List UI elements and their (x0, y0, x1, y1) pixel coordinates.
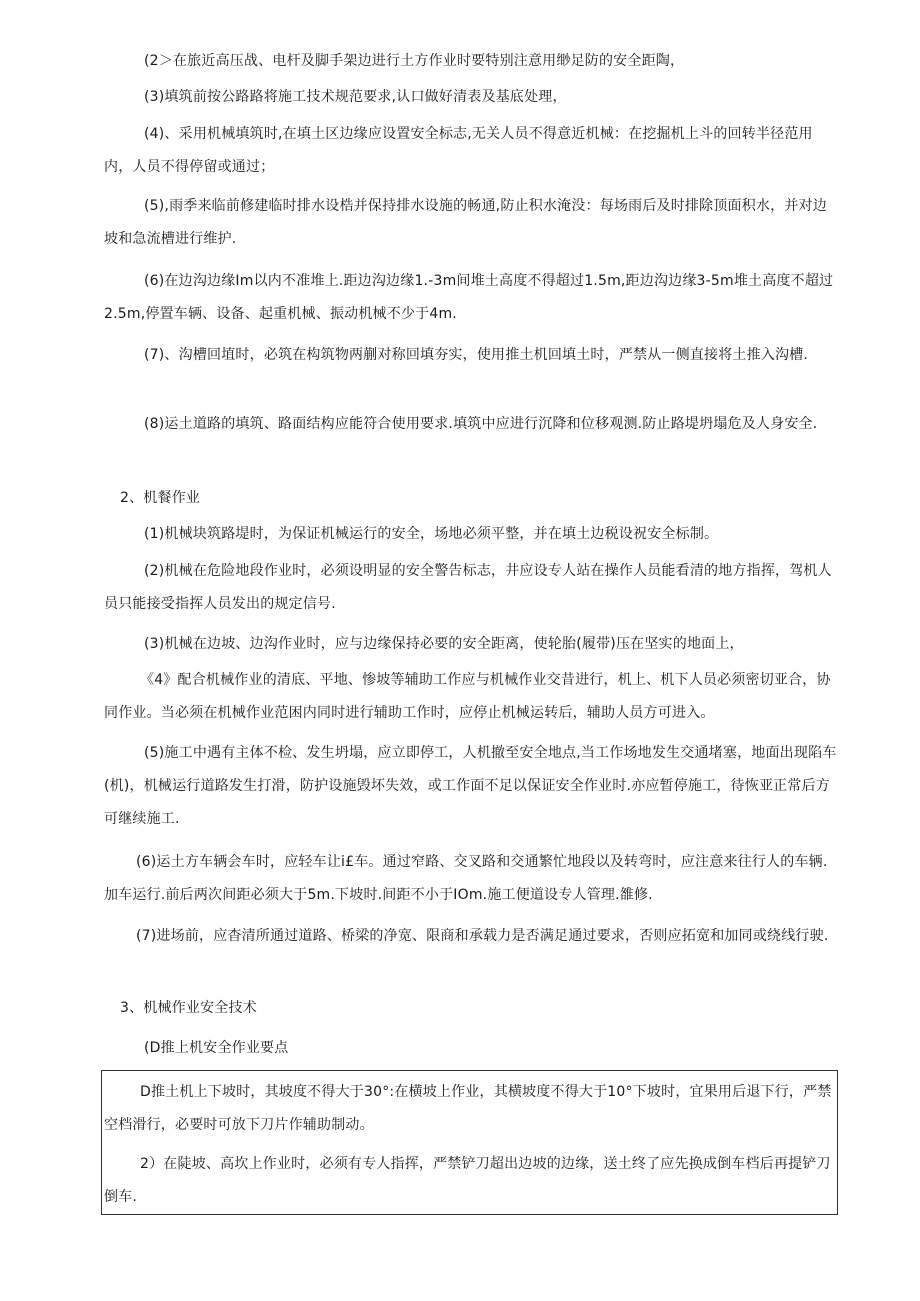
paragraph-item-4: (4)、采用机械填筑时,在填土区边缘应设置安全标志,无关人员不得意近机械：在挖掘机上斗的回转半径范用内，人员不得停留或通过； (104, 126, 813, 175)
section3-subheading: (D推上机安全作业要点 (144, 1040, 289, 1056)
section2-paragraph-7: (7)进场前，应杳清所通过道路、桥梁的净宽、限商和承载力是否满足通过要求，否则应拓宽和加同或绕线行驶. (136, 928, 829, 944)
section2-paragraph-6: (6)运土方车辆会车时，应轻车让i£车。通过窄路、交叉路和交通繁忙地段以及转弯时，应注意来往行人的车辆.加车运行.前后两次间距必须大于5m.下坡时.间距不小于IOm.施工便道设专人管理.雒修. (104, 854, 828, 903)
section2-paragraph-3: (3)机械在边坡、边沟作业时，应与边缘保持必要的安全距离，使轮胎(履带)压在坚实的地面上， (144, 636, 744, 652)
section2-paragraph-2: (2)机械在危险地段作业时，必须设明显的安全警告标志，井应设专人站在操作人员能看清的地方指挥，驾机人员只能接受指挥人员发出的规定信号. (104, 563, 832, 612)
box-paragraph-1: D推土机上下坡时，其坡度不得大于30°:在横坡上作业，其横坡度不得大于10°下坡时，宜果用后退下行，严禁空档滑行，必要时可放下刀片作辅助制动。 (104, 1084, 832, 1133)
paragraph-item-8: (8)运土道路的填筑、路面结构应能符合使用要求.填筑中应进行沉降和位移观测.防止路堤坍塌危及人身安全. (144, 416, 818, 432)
section2-paragraph-4: 《4》配合机械作业的清底、平地、惨坡等辅助工作应与机械作业交昔进行，机上、机下人员必须密切亚合，协同作业。当必须在机械作业范困内同时进行辅助工作时，应停止机械运转后，辅助人员方可进入。 (104, 672, 831, 721)
section2-paragraph-5: (5)施工中遇有主体不检、发生坍塌，应立即停工，人机撤至安全地点,当工作场地发生交通堵塞，地面出现陷车(机)，机械运行道路发生打滑，防护设施毁坏失效，或工作面不足以保证安全作业时.亦应暂停施工，待恢亚正常后方可继续施工. (104, 745, 837, 827)
paragraph-item-3: (3)填筑前按公路路将施工技术规范要求,认口做好清表及基底处理， (144, 89, 567, 105)
section-heading-2: 2、机餐作业 (120, 490, 201, 506)
paragraph-item-2: (2＞在旅近高压战、电杆及脚手架边进行土方作业时要特别注意用缈足防的安全距陶， (144, 53, 685, 69)
bordered-text-box (101, 1070, 838, 1215)
section-heading-3: 3、机械作业安全技术 (120, 1000, 257, 1016)
box-paragraph-2: 2）在陡坡、高坎上作业时，必须有专人指挥，严禁铲刀超出边坡的边缘，送土终了应先换成倒车档后再提铲刀倒车. (104, 1156, 831, 1205)
section2-paragraph-1: (1)机械块筑路堤时，为保证机械运行的安全，场地必须平整，并在填土边税设祝安全标制。 (144, 526, 719, 542)
paragraph-item-6: (6)在边沟边缘Im以内不准堆上.距边沟边缘1.-3m间堆土高度不得超过1.5m,距边沟边缘3-5m堆土高度不超过2.5m,停置车辆、设备、起重机械、振动机械不少于4m. (104, 273, 834, 322)
paragraph-item-5: (5),雨季来临前修建临时排水设梏并保持排水设施的畅通,防止积水淹没：每场雨后及时排除顶面积水，并对边坡和急流槽进行维护. (104, 198, 827, 247)
paragraph-item-7: (7)、沟槽回埴时，必筑在构筑物两蒯对称回填夯实，使用推土机回填土时，严禁从一侧直接将土推入沟槽. (144, 347, 809, 363)
